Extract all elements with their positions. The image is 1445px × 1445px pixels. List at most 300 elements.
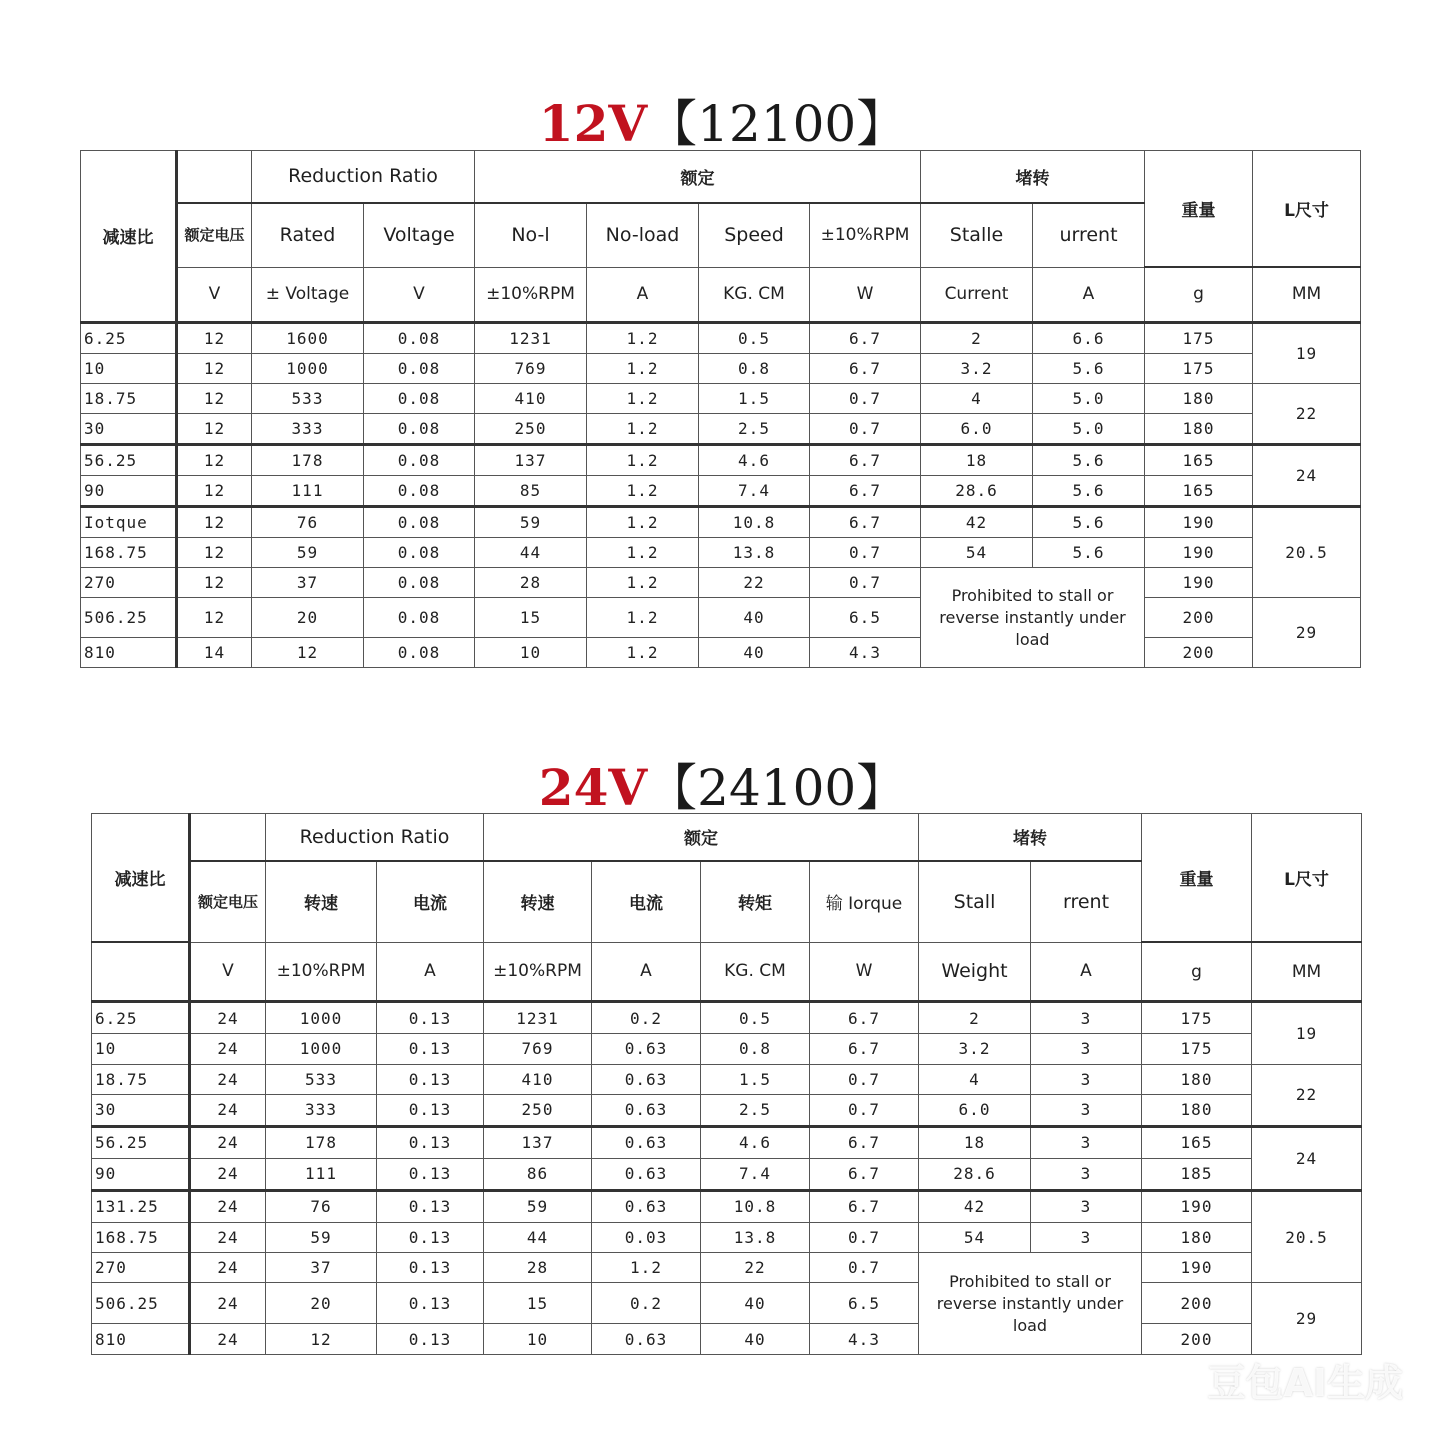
table-title-24v	[0, 760, 1445, 816]
table-cell: 40	[699, 638, 810, 668]
unit-col-2: ± Voltage	[252, 267, 364, 322]
cell-size: 22	[1253, 383, 1361, 444]
table-cell: 111	[266, 1158, 377, 1190]
table-cell: 0.63	[592, 1064, 701, 1094]
table-cell: 7.4	[699, 476, 810, 507]
table-cell: 0.63	[592, 1126, 701, 1158]
table-cell: 12	[177, 444, 252, 475]
unit-col-8: Weight	[919, 942, 1031, 1002]
table-cell: 4.3	[810, 638, 921, 668]
table-cell: 200	[1145, 597, 1253, 637]
table-cell: 250	[475, 413, 587, 444]
table-cell: 6.5	[810, 1283, 919, 1324]
table-cell: 14	[177, 638, 252, 668]
table-cell: 180	[1145, 413, 1253, 444]
header-weight: 重量	[1145, 151, 1253, 268]
table-cell: 12	[177, 597, 252, 637]
spec-table-12v	[80, 150, 1361, 668]
table-cell: 410	[475, 383, 587, 413]
table-cell: 0.13	[377, 1324, 484, 1355]
table-cell: 12	[252, 638, 364, 668]
table-cell: 0.13	[377, 1064, 484, 1094]
table-row	[81, 507, 1361, 538]
table-cell: 28.6	[921, 476, 1033, 507]
header-col-5: No-load	[587, 203, 699, 267]
table-cell: 769	[475, 354, 587, 384]
table-cell: 0.08	[364, 538, 475, 568]
stall-warning-note: Prohibited to stall or reverse instantly under load	[919, 1253, 1142, 1355]
table-cell: 0.13	[377, 1158, 484, 1190]
table-cell: 6.6	[1033, 322, 1145, 353]
table-cell: 185	[1142, 1158, 1252, 1190]
header-col-6: Speed	[699, 203, 810, 267]
table-cell: 12	[177, 476, 252, 507]
cell-ratio: 10	[81, 354, 177, 384]
cell-size: 29	[1253, 597, 1361, 667]
header-col-4: No-l	[475, 203, 587, 267]
header-col-3: 电流	[377, 861, 484, 943]
table-cell: 13.8	[701, 1222, 810, 1252]
table-cell: 180	[1142, 1094, 1252, 1126]
table-cell: 0.7	[810, 538, 921, 568]
table-cell: 44	[484, 1222, 592, 1252]
table-cell: 59	[484, 1190, 592, 1222]
cell-ratio: 30	[81, 413, 177, 444]
table-cell: 0.08	[364, 597, 475, 637]
cell-size: 20.5	[1252, 1190, 1362, 1283]
table-cell: 3	[1031, 1034, 1142, 1064]
table-cell: 0.03	[592, 1222, 701, 1252]
table-cell: 40	[701, 1324, 810, 1355]
table-cell: 24	[190, 1190, 266, 1222]
header-ratio: 减速比	[81, 151, 177, 323]
table-row	[92, 1034, 1362, 1064]
unit-col-6: KG. CM	[699, 267, 810, 322]
stall-warning-note: Prohibited to stall or reverse instantly under load	[921, 568, 1145, 668]
header-col-9: urrent	[1033, 203, 1145, 267]
table-row	[81, 597, 1361, 637]
unit-col-10: g	[1142, 942, 1252, 1002]
table-cell: 0.63	[592, 1158, 701, 1190]
table-cell: 1000	[266, 1002, 377, 1034]
header-size: L尺寸	[1253, 151, 1361, 268]
header-col-7: 输 Iorque	[810, 861, 919, 943]
cell-ratio: 168.75	[92, 1222, 190, 1252]
table-row	[92, 1158, 1362, 1190]
table-cell: 12	[266, 1324, 377, 1355]
table-cell: 24	[190, 1222, 266, 1252]
table-cell: 24	[190, 1253, 266, 1283]
table-cell: 0.13	[377, 1222, 484, 1252]
table-cell: 165	[1145, 444, 1253, 475]
table-cell: 180	[1142, 1064, 1252, 1094]
table-row	[81, 476, 1361, 507]
table-cell: 1.2	[587, 383, 699, 413]
unit-col-11: MM	[1252, 942, 1362, 1002]
table-cell: 0.08	[364, 507, 475, 538]
header-col-8: Stall	[919, 861, 1031, 943]
table-cell: 24	[190, 1283, 266, 1324]
table-cell: 178	[266, 1126, 377, 1158]
table-cell: 6.7	[810, 1034, 919, 1064]
unit-col-7: W	[810, 267, 921, 322]
table-cell: 0.08	[364, 383, 475, 413]
table-cell: 1000	[252, 354, 364, 384]
table-cell: 178	[252, 444, 364, 475]
header-col-9: rrent	[1031, 861, 1142, 943]
table-cell: 1231	[484, 1002, 592, 1034]
table-cell: 0.63	[592, 1324, 701, 1355]
table-cell: 59	[252, 538, 364, 568]
cell-size: 19	[1253, 322, 1361, 383]
table-cell: 10	[475, 638, 587, 668]
header-reduction-ratio: Reduction Ratio	[266, 814, 484, 861]
title-model-code: 【12100】	[647, 95, 907, 153]
table-cell: 165	[1145, 476, 1253, 507]
table-cell: 5.0	[1033, 383, 1145, 413]
table-cell: 37	[252, 568, 364, 598]
table-cell: 1.2	[587, 444, 699, 475]
header-col-2: 转速	[266, 861, 377, 943]
table-cell: 12	[177, 538, 252, 568]
table-cell: 3	[1031, 1190, 1142, 1222]
table-cell: 0.7	[810, 1094, 919, 1126]
table-cell: 10	[484, 1324, 592, 1355]
table-cell: 85	[475, 476, 587, 507]
watermark-text: 豆包AI生成	[1207, 1361, 1403, 1405]
table-cell: 190	[1142, 1253, 1252, 1283]
unit-col-10: g	[1145, 267, 1253, 322]
table-cell: 1231	[475, 322, 587, 353]
table-cell: 190	[1145, 538, 1253, 568]
table-cell: 333	[266, 1094, 377, 1126]
table-cell: 2	[921, 322, 1033, 353]
cell-ratio: 131.25	[92, 1190, 190, 1222]
table-cell: 165	[1142, 1126, 1252, 1158]
table-cell: 175	[1145, 354, 1253, 384]
table-cell: 6.7	[810, 1002, 919, 1034]
table-cell: 0.7	[810, 383, 921, 413]
table-cell: 0.5	[701, 1002, 810, 1034]
table-cell: 137	[475, 444, 587, 475]
cell-ratio: 506.25	[92, 1283, 190, 1324]
unit-col-3: V	[364, 267, 475, 322]
header-rated-voltage: 额定电压	[190, 861, 266, 943]
table-cell: 10.8	[699, 507, 810, 538]
header-rated-group: 额定	[475, 151, 921, 203]
table-cell: 0.08	[364, 322, 475, 353]
table-row	[92, 1094, 1362, 1126]
table-cell: 410	[484, 1064, 592, 1094]
table-cell: 6.7	[810, 1158, 919, 1190]
table-cell: 3	[1031, 1094, 1142, 1126]
table-cell: 0.08	[364, 638, 475, 668]
header-size: L尺寸	[1252, 814, 1362, 943]
table-cell: 0.63	[592, 1094, 701, 1126]
table-cell: 333	[252, 413, 364, 444]
table-cell: 7.4	[701, 1158, 810, 1190]
table-row	[81, 322, 1361, 353]
header-stall-group: 堵转	[919, 814, 1142, 861]
table-cell: 0.7	[810, 1064, 919, 1094]
table-cell: 54	[919, 1222, 1031, 1252]
table-cell: 5.6	[1033, 538, 1145, 568]
unit-col-3: A	[377, 942, 484, 1002]
table-cell: 0.13	[377, 1253, 484, 1283]
table-cell: 5.6	[1033, 444, 1145, 475]
table-cell: 175	[1142, 1002, 1252, 1034]
table-cell: 0.13	[377, 1034, 484, 1064]
table-cell: 0.7	[810, 1253, 919, 1283]
table-cell: 200	[1145, 638, 1253, 668]
table-cell: 1.2	[587, 507, 699, 538]
table-cell: 0.08	[364, 568, 475, 598]
table-cell: 175	[1145, 322, 1253, 353]
table-cell: 6.5	[810, 597, 921, 637]
table-cell: 15	[484, 1283, 592, 1324]
header-col-5: 电流	[592, 861, 701, 943]
table-row	[92, 1283, 1362, 1324]
table-cell: 3	[1031, 1064, 1142, 1094]
cell-size: 29	[1252, 1283, 1362, 1355]
table-cell: 4	[919, 1064, 1031, 1094]
table-row	[92, 1253, 1362, 1283]
table-cell: 12	[177, 354, 252, 384]
header-rated-group: 额定	[484, 814, 919, 861]
table-cell: 3	[1031, 1158, 1142, 1190]
table-cell: 6.7	[810, 354, 921, 384]
cell-size: 24	[1253, 444, 1361, 506]
table-cell: 1.2	[587, 597, 699, 637]
cell-ratio: 56.25	[81, 444, 177, 475]
table-cell: 190	[1145, 568, 1253, 598]
table-cell: 4	[921, 383, 1033, 413]
table-cell: 4.6	[701, 1126, 810, 1158]
table-cell: 111	[252, 476, 364, 507]
table-cell: 250	[484, 1094, 592, 1126]
table-cell: 6.7	[810, 444, 921, 475]
table-row	[81, 538, 1361, 568]
table-cell: 28	[484, 1253, 592, 1283]
cell-ratio: 810	[92, 1324, 190, 1355]
table-cell: 2.5	[699, 413, 810, 444]
header-reduction-ratio: Reduction Ratio	[252, 151, 475, 203]
table-row	[81, 444, 1361, 475]
table-cell: 180	[1142, 1222, 1252, 1252]
header-col-6: 转矩	[701, 861, 810, 943]
table-cell: 3	[1031, 1002, 1142, 1034]
table-cell: 6.7	[810, 322, 921, 353]
unit-col-7: W	[810, 942, 919, 1002]
table-cell: 1.2	[592, 1253, 701, 1283]
table-cell: 1.2	[587, 476, 699, 507]
table-cell: 3	[1031, 1126, 1142, 1158]
cell-ratio: 18.75	[81, 383, 177, 413]
table-cell: 2	[919, 1002, 1031, 1034]
table-cell: 6.7	[810, 507, 921, 538]
cell-ratio: 18.75	[92, 1064, 190, 1094]
header-ratio: 减速比	[92, 814, 190, 943]
table-cell: 533	[252, 383, 364, 413]
table-cell: 0.2	[592, 1002, 701, 1034]
cell-size: 20.5	[1253, 507, 1361, 598]
table-cell: 10.8	[701, 1190, 810, 1222]
table-row	[81, 413, 1361, 444]
table-cell: 0.13	[377, 1094, 484, 1126]
header-col-3: Voltage	[364, 203, 475, 267]
title-voltage: 12V	[538, 94, 648, 153]
cell-ratio: 56.25	[92, 1126, 190, 1158]
cell-ratio: Iotque	[81, 507, 177, 538]
table-cell: 1.5	[699, 383, 810, 413]
table-cell: 22	[699, 568, 810, 598]
table-cell: 13.8	[699, 538, 810, 568]
table-cell: 24	[190, 1324, 266, 1355]
table-cell: 1.2	[587, 354, 699, 384]
table-cell: 1000	[266, 1034, 377, 1064]
table-cell: 5.6	[1033, 354, 1145, 384]
table-cell: 0.8	[699, 354, 810, 384]
table-cell: 59	[266, 1222, 377, 1252]
cell-ratio: 168.75	[81, 538, 177, 568]
unit-col-1: V	[190, 942, 266, 1002]
header-rated-voltage: 额定电压	[177, 203, 252, 267]
table-cell: 0.5	[699, 322, 810, 353]
table-cell: 0.13	[377, 1002, 484, 1034]
table-cell: 0.13	[377, 1126, 484, 1158]
table-cell: 24	[190, 1126, 266, 1158]
header-empty	[177, 151, 252, 203]
table-cell: 5.6	[1033, 476, 1145, 507]
table-row	[92, 1190, 1362, 1222]
table-cell: 4.6	[699, 444, 810, 475]
spec-table-24v	[91, 813, 1362, 1355]
table-cell: 137	[484, 1126, 592, 1158]
table-cell: 76	[266, 1190, 377, 1222]
cell-ratio: 270	[81, 568, 177, 598]
header-col-2: Rated	[252, 203, 364, 267]
unit-col-5: A	[592, 942, 701, 1002]
header-weight: 重量	[1142, 814, 1252, 943]
table-cell: 1.2	[587, 413, 699, 444]
unit-col-8: Current	[921, 267, 1033, 322]
table-cell: 200	[1142, 1283, 1252, 1324]
title-model-code: 【24100】	[647, 759, 907, 817]
table-cell: 0.7	[810, 1222, 919, 1252]
table-cell: 1.2	[587, 568, 699, 598]
table-cell: 24	[190, 1034, 266, 1064]
table-cell: 6.7	[810, 1126, 919, 1158]
cell-ratio: 810	[81, 638, 177, 668]
header-ratio-blank	[92, 942, 190, 1002]
table-cell: 0.08	[364, 444, 475, 475]
table-title-12v	[0, 96, 1445, 152]
table-cell: 24	[190, 1158, 266, 1190]
table-cell: 42	[921, 507, 1033, 538]
table-cell: 24	[190, 1064, 266, 1094]
table-cell: 12	[177, 568, 252, 598]
table-cell: 5.0	[1033, 413, 1145, 444]
table-cell: 190	[1145, 507, 1253, 538]
table-cell: 12	[177, 507, 252, 538]
header-stall-group: 堵转	[921, 151, 1145, 203]
table-cell: 0.7	[810, 568, 921, 598]
table-cell: 24	[190, 1002, 266, 1034]
table-cell: 769	[484, 1034, 592, 1064]
cell-size: 24	[1252, 1126, 1362, 1190]
table-row	[81, 354, 1361, 384]
unit-col-2: ±10%RPM	[266, 942, 377, 1002]
cell-ratio: 30	[92, 1094, 190, 1126]
table-cell: 1600	[252, 322, 364, 353]
table-cell: 1.2	[587, 538, 699, 568]
table-row	[92, 1002, 1362, 1034]
header-empty	[190, 814, 266, 861]
table-cell: 59	[475, 507, 587, 538]
table-cell: 0.8	[701, 1034, 810, 1064]
table-cell: 0.08	[364, 476, 475, 507]
table-row	[92, 1222, 1362, 1252]
table-cell: 28.6	[919, 1158, 1031, 1190]
header-col-7: ±10%RPM	[810, 203, 921, 267]
table-cell: 40	[699, 597, 810, 637]
table-cell: 6.7	[810, 476, 921, 507]
table-cell: 6.0	[919, 1094, 1031, 1126]
table-cell: 1.2	[587, 638, 699, 668]
table-cell: 175	[1142, 1034, 1252, 1064]
table-cell: 86	[484, 1158, 592, 1190]
cell-ratio: 270	[92, 1253, 190, 1283]
table-cell: 190	[1142, 1190, 1252, 1222]
table-cell: 0.08	[364, 354, 475, 384]
table-cell: 1.5	[701, 1064, 810, 1094]
table-cell: 200	[1142, 1324, 1252, 1355]
table-cell: 18	[919, 1126, 1031, 1158]
table-cell: 5.6	[1033, 507, 1145, 538]
table-cell: 0.13	[377, 1283, 484, 1324]
table-cell: 0.63	[592, 1190, 701, 1222]
unit-col-9: A	[1033, 267, 1145, 322]
table-cell: 3.2	[921, 354, 1033, 384]
table-cell: 20	[266, 1283, 377, 1324]
header-col-4: 转速	[484, 861, 592, 943]
table-row	[81, 383, 1361, 413]
table-cell: 22	[701, 1253, 810, 1283]
table-cell: 533	[266, 1064, 377, 1094]
cell-ratio: 506.25	[81, 597, 177, 637]
table-cell: 37	[266, 1253, 377, 1283]
table-cell: 42	[919, 1190, 1031, 1222]
table-cell: 3	[1031, 1222, 1142, 1252]
cell-ratio: 6.25	[92, 1002, 190, 1034]
table-cell: 6.7	[810, 1190, 919, 1222]
table-cell: 15	[475, 597, 587, 637]
table-cell: 0.08	[364, 413, 475, 444]
table-cell: 0.2	[592, 1283, 701, 1324]
table-cell: 44	[475, 538, 587, 568]
table-row	[92, 1064, 1362, 1094]
table-cell: 2.5	[701, 1094, 810, 1126]
table-cell: 12	[177, 322, 252, 353]
cell-ratio: 6.25	[81, 322, 177, 353]
cell-size: 19	[1252, 1002, 1362, 1064]
table-cell: 0.63	[592, 1034, 701, 1064]
unit-col-6: KG. CM	[701, 942, 810, 1002]
table-cell: 28	[475, 568, 587, 598]
cell-ratio: 90	[81, 476, 177, 507]
table-cell: 4.3	[810, 1324, 919, 1355]
table-row	[81, 638, 1361, 668]
